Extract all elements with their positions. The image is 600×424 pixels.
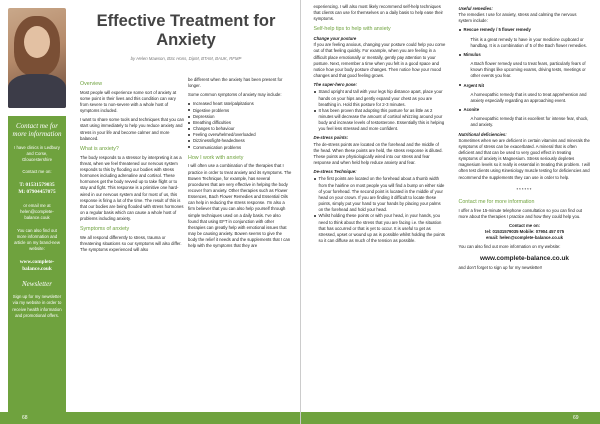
author-photo-face [24, 26, 50, 58]
page-number-bar-left [0, 412, 300, 424]
paragraph: be different when the anxiety has been present for longer. [188, 77, 283, 89]
paragraph: The de-stress points are located on the forehead and the middle of the head. When these points are held, the stress response is diluted. These points are physiologically wired into our stress and fear response and when held help reduce anxiety and fear. [313, 141, 443, 166]
website-link[interactable]: www.complete-balance.co.uk [480, 254, 569, 262]
article-title: Effective Treatment for Anxiety [96, 12, 276, 50]
remedy-name: Mimulus [459, 52, 591, 58]
remedies-list [459, 27, 591, 33]
contact-phones: tel: 01531579035 Mobile: 07904 457 075 [484, 229, 565, 235]
paragraph: If you are feeling anxious, changing your posture could help you come out of that feeling quickly. For example, when you are feeling in a difficult place emotionally or mentally, gently pay attention to your posture. Next, remember a time when you felt in a good space and notice how your body posture changes. Then notice how your mood changes and that good feeling grows. [313, 42, 446, 79]
sidebar-newsletter-heading: Newsletter [22, 279, 52, 288]
paragraph: I will often use a combination of the therapies that I practice in order to treat anxiety and its symptoms. The Bowen Technique, for example, has several procedures that are very effective in helping the body recover from anxiety. Other therapies such as Flower Essences, Bach Flower Remedies and Essential Oils can help in reducing the stress response. I'm also a firm believer that you can also help yourself through simple techniques used on a daily basis. I've also found that using EFT in conjunction with other therapies can greatly help with emotional issues that may be causing anxiety. Bowen seems to give the body the relief it needs and the supplements that I can help with the symptoms that they are [188, 163, 292, 249]
heading-nutritional: Nutritional deficiencies: [458, 131, 507, 137]
remedies-list [459, 83, 591, 89]
heading-contact: Contact me for more information [458, 198, 535, 205]
right-page [301, 0, 600, 424]
remedies-list [459, 107, 591, 113]
left-column-2 [188, 77, 292, 253]
newsletter-signup-text: and don't forget to sign up for my newsletter! [458, 264, 543, 270]
list-item: It has been proven that adopting this posture for as little as 2 minutes will decrease the amount of cortisol whizzing around your body and increase levels of testosterone. Essentially this is helping you feel less stressed and more confident. [314, 108, 446, 133]
heading-self-help: Self-help tips to help with anxiety [313, 26, 391, 33]
heading-how-i-work: How I work with anxiety [188, 154, 244, 161]
list-item: Depression [188, 114, 292, 120]
paragraph: Most people will experience some sort of anxiety at some point in their lives and this condition can vary from severe to non-severe with a whole host of symptoms included. [80, 89, 177, 114]
author-photo-shirt [8, 74, 66, 108]
list-item: Breathing difficulties [188, 120, 292, 126]
paragraph: I offer a free 15-minute telephone consultation so you can find out more about the therapies I practice and how they could help you. [458, 207, 582, 219]
paragraph: experiencing. I will also most likely recommend self-help techniques that clients can use for themselves on a daily basis to help ease their symptoms. [313, 4, 443, 22]
sidebar-mob: M: 07904457075 [18, 189, 56, 196]
page-number: 68 [22, 415, 28, 421]
remedy-text: A Bach flower remedy used to treat fears, particularly fears of known things like upcoming exams, driving tests, meetings or other events you fear. [470, 61, 586, 79]
right-column-1 [314, 4, 446, 247]
heading-what-is-anxiety: What is anxiety? [80, 145, 119, 152]
heading-symptoms: Symptoms of anxiety [80, 226, 130, 233]
paragraph: You can also find out more information on my website: [458, 244, 561, 250]
author-photo [8, 8, 66, 108]
contact-email[interactable]: email: helen@complete-balance.co.uk [486, 235, 563, 241]
list-item: Increased heart rate/palpitations [188, 101, 292, 107]
sidebar-location: I have clinics in Ledbury and Corse, Gloucestershire [14, 144, 60, 163]
sidebar-website[interactable]: www.complete-balance.couk [19, 258, 55, 273]
paragraph: The remedies I use for anxiety, stress and calming the nervous system include: [458, 12, 577, 24]
paragraph: Sometimes when we are deficient in certain vitamins and minerals the symptoms of stress can be exacerbated. A mineral that is often deficient and that can be used to very good effect in treating symptoms of anxiety is Magnesium. Stress seriously depletes magnesium levels so it really is essential in treating this problem. I will often test clients using Kinesiology muscle testing for deficiencies and recommend the supplements they can use in order to help. [458, 137, 590, 180]
heading-useful-remedies: Useful remedies: [458, 6, 493, 11]
page-number-bar-right [301, 412, 600, 424]
subheading-superhero: The super-hero pose: [313, 82, 357, 88]
remedy-text: A homeopathic remedy that is used to treat apprehension and anxiety especially regarding an approaching event. [470, 91, 587, 103]
article-byline: by Helen Mawson, BSc Hons, DipM, BTAM, BAUK, RFMP [130, 56, 242, 61]
paragraph: The body responds to a stressor by interpreting it as a threat, when we feel threatened our nervous system responds to this by flooding our bodies with stress hormones including adrenaline and cortisol. These hormones get the body revved up to take flight or to stay and fight. This response is a primitive one hard-wired in our nervous system and for most of us, this response is firing a lot of the time. The result of this is that our bodies are being flooded with stress hormones on a regular basis which can cause a whole host of problems including anxiety. [80, 154, 184, 222]
list-item: Feeling overwhelmed/overloaded [188, 132, 292, 138]
section-divider-stars: ****** [516, 186, 533, 192]
symptom-list [188, 101, 292, 150]
list-item: The first points are located on the forehead about a thumb width from the hairline on most people you will find a bump on either side of your forehead. The second point is located in the middle of your head on your crown. If you are finding it difficult to locate these points, simply put your hand to your hands by placing your palms on the forehead and hold your head. [314, 176, 446, 213]
list-item: Communication problems [188, 145, 292, 151]
technique-list [314, 176, 446, 244]
list-item: Stand upright and tall with your legs hip distance apart, place your hands on your hips and gently expand your chest as you are breathing in. Hold this posture for 2-3 minutes. [314, 89, 446, 107]
sidebar-tel: T: 01531579035 [19, 181, 55, 188]
remedy-name: Aconite [459, 107, 591, 113]
sidebar-newsletter-text: Sign up for my newsletter via my website in order to receive health information and promotional offers. [12, 294, 62, 318]
list-item: Digestive problems [188, 108, 292, 114]
heading-overview: Overview [80, 81, 103, 87]
superhero-list [314, 89, 446, 132]
sidebar-contact-label: Contact me on: [22, 169, 52, 175]
paragraph: I want to share some tools and techniques that you can start using immediately to help you reduce anxiety and stress in your life and become calmer and more balanced. [80, 117, 184, 141]
left-column-1 [80, 77, 184, 256]
subheading-destress-points: De-stress points: [313, 135, 349, 141]
sidebar-email[interactable]: helen@complete-balance.couk [20, 209, 54, 221]
page-number: 69 [572, 415, 579, 421]
remedy-text: A homeopathic remedy that is excellent for intense fear, shock, and anxiety. [470, 116, 589, 128]
list-item: Dizziness/light-headedness [188, 138, 292, 144]
remedy-name: Argent Nit [459, 83, 591, 89]
contact-sidebar [8, 116, 66, 412]
sidebar-heading: Contact me for more information [12, 122, 62, 139]
remedy-text: This is a great remedy to have in your medicine cupboard or handbag. It is a combination of 5 of the Bach flower remedies. [470, 36, 587, 48]
list-item: Changes to behaviour [188, 126, 292, 132]
contact-label: Contact me on: [509, 222, 540, 228]
paragraph: We all respond differently to stress, trauma or threatening situations so our symptoms will also differ. The symptoms experienced will also [80, 234, 182, 253]
subheading-destress-technique: De-stress Technique: [313, 169, 357, 175]
subheading-posture: Change your posture [313, 36, 357, 42]
right-column-2 [459, 4, 591, 274]
remedies-list [459, 52, 591, 58]
remedy-name: Rescue remedy / 5 flower remedy [459, 27, 591, 33]
list-item: Whilst holding these points or with your head, in your hands, you need to think about the stress that you are facing i.e. the situation that has occurred or that is yet to occur. It is useful to get as stressed, upset or wound up as is possible whilst holding the points so it can diffuse as much of the tension as possible. [314, 213, 446, 244]
paragraph: Some common symptoms of anxiety may include: [188, 92, 282, 98]
sidebar-more-info: You can also find out more information and article on my brand-new website: [14, 227, 60, 252]
sidebar-email-intro: or email me at [23, 203, 51, 208]
